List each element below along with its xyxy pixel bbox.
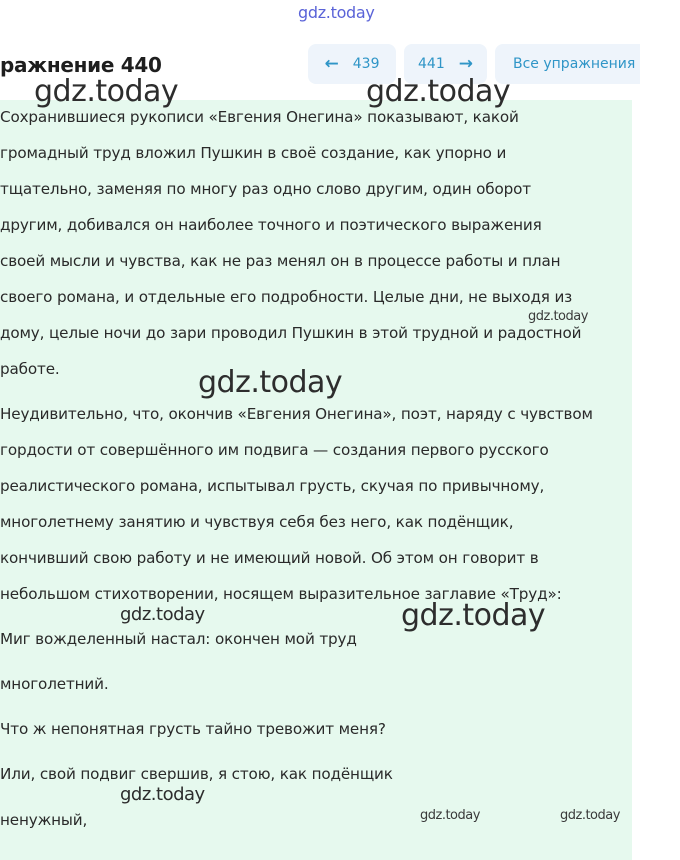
text-line: работе. [0, 360, 60, 378]
text-line: Что ж непонятная грусть тайно тревожит меня? [0, 720, 386, 738]
text-line: многолетнему занятию и чувствуя себя без него, как подёнщик, [0, 513, 514, 531]
text-line: Миг вожделенный настал: окончен мой труд [0, 630, 357, 648]
text-line: Сохранившиеся рукописи «Евгения Онегина» показывают, какой [0, 108, 519, 126]
text-line: Неудивительно, что, окончив «Евгения Онегина», поэт, наряду с чувством [0, 405, 593, 423]
exercise-header [0, 44, 640, 84]
text-line: Или, свой подвиг свершив, я стою, как подёнщик [0, 765, 393, 783]
watermark: gdz.today [34, 74, 179, 109]
text-line: своего романа, и отдельные его подробности. Целые дни, не выходя из [0, 288, 573, 306]
text-line: небольшом стихотворении, носящем выразительное заглавие «Труд»: [0, 585, 562, 603]
text-line: многолетний. [0, 675, 109, 693]
watermark: gdz.today [120, 784, 205, 805]
next-exercise-label: 441 [418, 56, 445, 72]
watermark: gdz.today [560, 808, 620, 823]
text-line: своей мысли и чувства, как не раз менял он в процессе работы и план [0, 252, 561, 270]
prev-exercise-label: 439 [352, 56, 380, 72]
prev-exercise-button[interactable] [308, 44, 396, 84]
watermark: gdz.today [198, 365, 343, 400]
next-exercise-button[interactable] [404, 44, 487, 84]
answer-content [0, 100, 632, 860]
watermark: gdz.today [366, 74, 511, 109]
text-line: громадный труд вложил Пушкин в своё создание, как упорно и [0, 144, 507, 162]
text-line: другим, добивался он наиболее точного и поэтического выражения [0, 216, 542, 234]
page-title: ражнение 440 [0, 53, 162, 77]
all-exercises-label: Все упражнения [513, 56, 636, 72]
text-line: реалистического романа, испытывал грусть, скучая по привычному, [0, 477, 545, 495]
watermark: gdz.today [401, 598, 546, 633]
text-line: кончивший свою работу и не имеющий новой. Об этом он говорит в [0, 549, 539, 567]
text-line: ненужный, [0, 811, 88, 829]
text-line: тщательно, заменяя по многу раз одно слово другим, один оборот [0, 180, 531, 198]
watermark: gdz.today [120, 604, 205, 625]
arrow-left-icon: ← [324, 54, 339, 74]
site-logo[interactable]: gdz.today [298, 3, 375, 22]
arrow-right-icon: → [458, 54, 473, 74]
watermark: gdz.today [420, 808, 480, 823]
text-line: дому, целые ночи до зари проводил Пушкин в этой трудной и радостной [0, 324, 582, 342]
watermark: gdz.today [528, 309, 588, 324]
all-exercises-button[interactable] [495, 44, 640, 84]
text-line: гордости от совершённого им подвига — создания первого русского [0, 441, 549, 459]
